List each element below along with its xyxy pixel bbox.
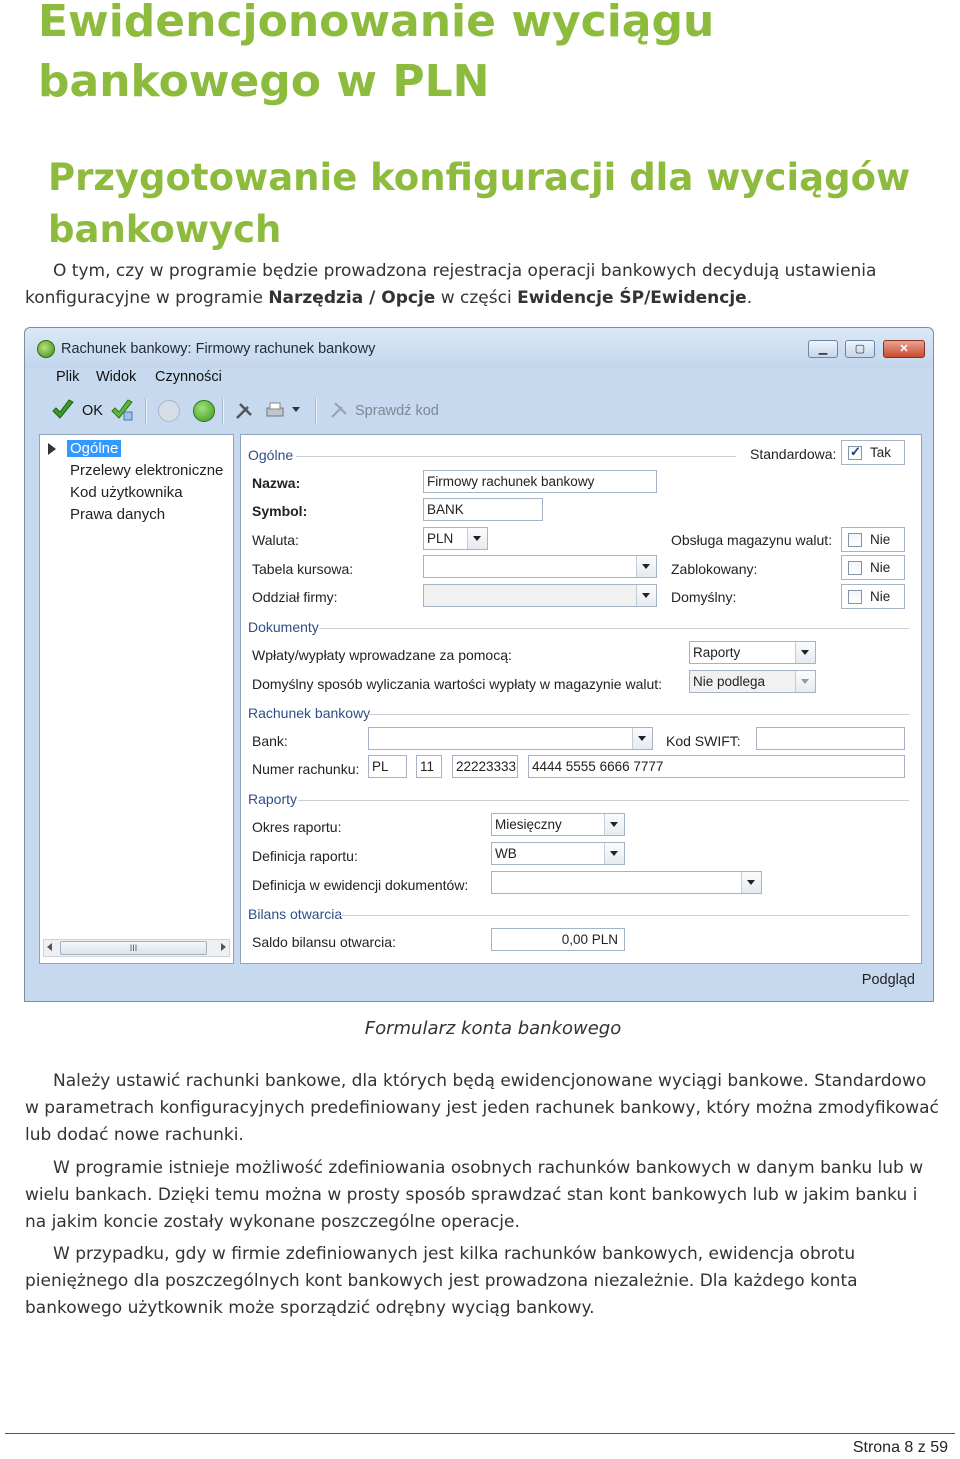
tree-item-user-code[interactable]: Kod użytkownika	[70, 484, 183, 501]
fx-store-checkbox[interactable]	[841, 527, 905, 552]
calc-method-label: Domyślny sposób wyliczania wartości wypłaty w magazynie walut:	[252, 676, 663, 692]
forward-icon[interactable]	[193, 400, 215, 422]
report-period-select[interactable]: Miesięczny	[491, 813, 625, 836]
save-check-icon[interactable]	[110, 398, 134, 422]
opening-balance-label: Saldo bilansu otwarcia:	[252, 934, 396, 950]
currency-select[interactable]: PLN	[423, 527, 488, 550]
calc-method-select[interactable]: Nie podlega	[689, 670, 816, 693]
tree-horizontal-scrollbar[interactable]	[43, 939, 230, 957]
chevron-down-icon[interactable]	[636, 585, 656, 606]
bank-select[interactable]	[368, 727, 653, 750]
scroll-left-icon[interactable]	[47, 943, 52, 951]
preview-button[interactable]: Podgląd	[861, 972, 915, 988]
section-divider	[319, 628, 909, 629]
symbol-label: Symbol:	[252, 503, 308, 519]
tree-item-data-rights[interactable]: Prawa danych	[70, 506, 166, 523]
account-number-label: Numer rachunku:	[252, 761, 360, 777]
chevron-down-icon[interactable]	[632, 728, 652, 749]
checkbox-box	[848, 561, 862, 575]
menu-widok[interactable]: Widok	[96, 369, 137, 385]
page-title: Ewidencjonowanie wyciągu bankowego w PLN	[38, 0, 715, 107]
toolbar-separator	[315, 398, 317, 424]
status-bar	[37, 969, 921, 991]
name-label: Nazwa:	[252, 475, 301, 491]
page-number: Strona 8 z 59	[852, 1439, 948, 1456]
app-icon	[37, 340, 55, 358]
swift-label: Kod SWIFT:	[666, 733, 741, 749]
checkbox-box	[848, 590, 862, 604]
section-divider	[366, 714, 909, 715]
standard-label: Standardowa:	[750, 446, 837, 462]
branch-select[interactable]	[423, 584, 657, 607]
bank-label: Bank:	[252, 733, 288, 749]
menubar	[37, 366, 921, 392]
intro-paragraph: O tym, czy w programie będzie prowadzona rejestracja operacji bankowych decydują ustawienia konfiguracyjne w programie Narzędzia / Opcje w części Ewidencje ŚP/Ewidencje.	[25, 261, 877, 308]
blocked-value: Nie	[870, 560, 891, 575]
figure-caption: Formularz konta bankowego	[364, 1018, 622, 1039]
section-divider	[338, 915, 909, 916]
menu-czynnosci[interactable]: Czynności	[155, 369, 222, 385]
chevron-down-icon[interactable]	[604, 843, 624, 864]
blocked-label: Zablokowany:	[671, 561, 758, 577]
close-button[interactable]: ✕	[883, 340, 925, 358]
scroll-thumb[interactable]: III	[60, 941, 207, 955]
standard-value: Tak	[870, 445, 892, 460]
print-dropdown-icon[interactable]	[292, 407, 300, 412]
branch-label: Oddział firmy:	[252, 589, 338, 605]
checkbox-box	[848, 533, 862, 547]
symbol-field[interactable]: BANK	[423, 498, 543, 521]
maximize-button[interactable]: ▢	[845, 340, 875, 358]
standard-checkbox[interactable]	[841, 440, 905, 465]
toolbar-separator	[145, 398, 147, 424]
section-divider	[298, 800, 909, 801]
default-checkbox[interactable]	[841, 584, 905, 609]
check-code-button[interactable]: Sprawdź kod	[355, 403, 439, 419]
chevron-down-icon[interactable]	[636, 556, 656, 577]
entry-method-label: Wpłaty/wypłaty wprowadzane za pomocą:	[252, 647, 512, 663]
check-code-icon	[330, 401, 348, 419]
name-field[interactable]: Firmowy rachunek bankowy	[423, 470, 657, 493]
menu-path-records: Ewidencje ŚP/Ewidencje	[517, 288, 747, 308]
chevron-down-icon[interactable]	[467, 528, 487, 549]
ok-button[interactable]: OK	[82, 403, 103, 419]
report-definition-label: Definicja raportu:	[252, 848, 358, 864]
toolbar-separator	[222, 398, 224, 424]
toolbar	[37, 392, 921, 430]
default-value: Nie	[870, 589, 891, 604]
bank-account-window	[24, 327, 934, 1002]
account-check-field[interactable]: 11	[416, 755, 442, 778]
footer-divider	[5, 1433, 955, 1434]
report-period-label: Okres raportu:	[252, 819, 342, 835]
default-label: Domyślny:	[671, 589, 737, 605]
section-divider	[296, 456, 736, 457]
tools-icon[interactable]	[234, 401, 254, 421]
section-bank-account: Rachunek bankowy	[248, 705, 371, 721]
chevron-down-icon[interactable]	[795, 642, 815, 663]
scroll-right-icon[interactable]	[221, 943, 226, 951]
window-title: Rachunek bankowy: Firmowy rachunek bankowy	[61, 341, 376, 357]
ok-check-icon[interactable]	[51, 398, 75, 422]
menu-plik[interactable]: Plik	[56, 369, 80, 385]
swift-field[interactable]	[756, 727, 905, 750]
body-paragraph: W przypadku, gdy w firmie zdefiniowanych jest kilka rachunków bankowych, ewidencja obrotu pieniężnego dla poszczególnych kont bankowych jest prowadzona niezależnie. Dla każdego konta bankowego użytkownik może sporządzić odrębny wyciąg bankowy.	[25, 1244, 858, 1318]
fx-store-label: Obsługa magazynu walut:	[671, 532, 833, 548]
section-opening-balance: Bilans otwarcia	[248, 906, 343, 922]
section-general: Ogólne	[248, 447, 294, 463]
currency-label: Waluta:	[252, 532, 299, 548]
section-title: Przygotowanie konfiguracji dla wyciągów bankowych	[48, 156, 911, 251]
tree-item-general[interactable]: Ogólne	[67, 440, 121, 457]
chevron-down-icon[interactable]	[741, 872, 761, 893]
report-definition-select[interactable]: WB	[491, 842, 625, 865]
account-country-field[interactable]: PL	[368, 755, 407, 778]
standard-check-icon	[848, 446, 862, 460]
rate-table-label: Tabela kursowa:	[252, 561, 354, 577]
blocked-checkbox[interactable]	[841, 555, 905, 580]
opening-balance-field[interactable]: 0,00 PLN	[491, 928, 625, 951]
body-paragraph: W programie istnieje możliwość zdefiniowania osobnych rachunków bankowych w danym banku lub w wielu bankach. Dzięki temu można w prosty sposób sprawdzać stan kont bankowych lub w jakim banku i na jakim koncie zostały wykonane poszczególne operacje.	[25, 1158, 924, 1232]
body-paragraph: Należy ustawić rachunki bankowe, dla których będą ewidencjonowane wyciągi bankowe. Standardowo w parametrach konfiguracyjnych predefiniowany jest jeden rachunek bankowy, który można zmodyfikować lub dodać nowe rachunki.	[25, 1071, 939, 1145]
minimize-button[interactable]: ▁	[808, 340, 838, 358]
doc-definition-label: Definicja w ewidencji dokumentów:	[252, 877, 469, 893]
rate-table-select[interactable]	[423, 555, 657, 578]
entry-method-select[interactable]: Raporty	[689, 641, 816, 664]
chevron-down-icon[interactable]	[604, 814, 624, 835]
chevron-down-icon[interactable]	[795, 671, 815, 692]
account-number-field[interactable]: 4444 5555 6666 7777	[528, 755, 905, 778]
account-bank-code-field[interactable]: 22223333	[452, 755, 518, 778]
back-icon[interactable]	[158, 400, 180, 422]
fx-store-value: Nie	[870, 532, 891, 547]
section-documents: Dokumenty	[248, 619, 319, 635]
tree-pointer-icon	[48, 443, 56, 455]
navigation-tree	[39, 434, 234, 964]
doc-definition-select[interactable]	[491, 871, 762, 894]
section-reports: Raporty	[248, 791, 298, 807]
menu-path-tools-options: Narzędzia / Opcje	[268, 288, 436, 308]
print-icon[interactable]	[265, 400, 285, 420]
tree-item-electronic-transfers[interactable]: Przelewy elektroniczne	[70, 462, 224, 479]
window-titlebar	[25, 328, 933, 368]
account-form	[240, 434, 922, 964]
